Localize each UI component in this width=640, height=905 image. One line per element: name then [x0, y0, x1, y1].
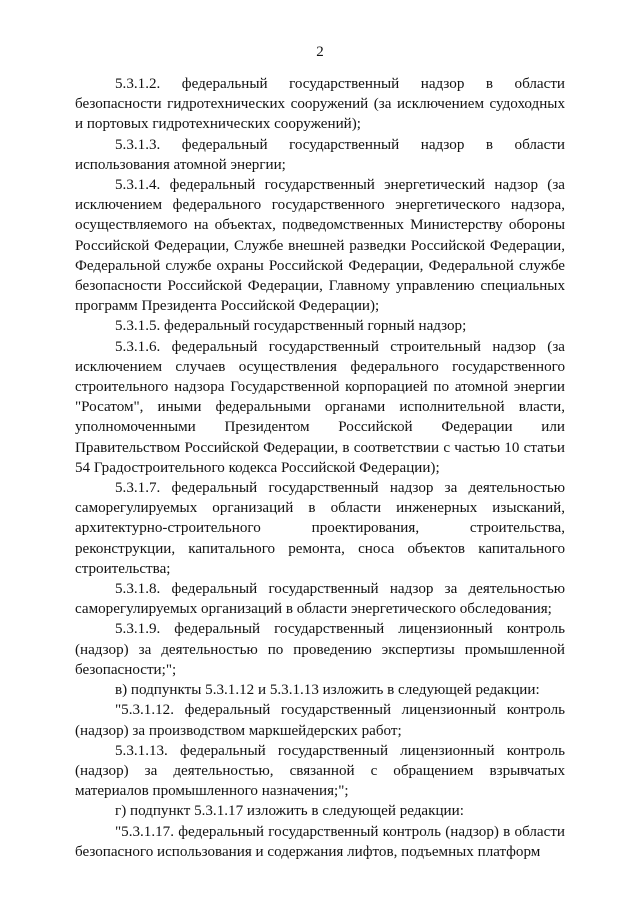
paragraph-5-3-1-9: 5.3.1.9. федеральный государственный лицензионный контроль (надзор) за деятельностью по проведению экспертизы промышленной безопасности;"; — [75, 621, 565, 678]
paragraph-subitem-g: г) подпункт 5.3.1.17 изложить в следующей редакции: — [115, 803, 464, 820]
paragraph-5-3-1-7: 5.3.1.7. федеральный государственный надзор за деятельностью саморегулируемых организаций в области инженерных изысканий, архитектурно-строительного проектирования, строительства, реконструкции, капитального ремонта, сноса объектов капитального строительства; — [75, 480, 565, 577]
paragraph-5-3-1-17: "5.3.1.17. федеральный государственный контроль (надзор) в области безопасного использования и содержания лифтов, подъемных платформ — [75, 823, 565, 860]
paragraph-5-3-1-5: 5.3.1.5. федеральный государственный горный надзор; — [115, 318, 467, 335]
page-number: 2 — [316, 44, 324, 60]
paragraph-5-3-1-6: 5.3.1.6. федеральный государственный строительный надзор (за исключением случаев осуществления федерального государственного строительного надзора Государственной корпорацией по атомной энергии "Росатом", иными федеральными органами исполнительной власти, уполномоченными Президентом Российской Федерации или Правительством Российской Федерации, в соответствии с частью 10 статьи 54 Градостроительного кодекса Российской Федерации); — [75, 338, 565, 476]
paragraph-5-3-1-2: 5.3.1.2. федеральный государственный надзор в области безопасности гидротехнических сооружений (за исключением судоходных и портовых гидротехнических сооружений); — [75, 76, 565, 133]
paragraph-5-3-1-13: 5.3.1.13. федеральный государственный лицензионный контроль (надзор) за деятельностью, связанной с обращением взрывчатых материалов промышленного назначения;"; — [75, 742, 565, 800]
document-body — [75, 74, 565, 862]
paragraph-5-3-1-4: 5.3.1.4. федеральный государственный энергетический надзор (за исключением федерального государственного энергетического надзора, осуществляемого на объектах, подведомственных Министерству обороны Российской Федерации, Службе внешней разведки Российской Федерации, Федеральной службе охраны Российской Федерации, Федеральной службе безопасности Российской Федерации, Главному управлению специальных программ Президента Российской Федерации); — [75, 177, 565, 315]
paragraph-5-3-1-12: "5.3.1.12. федеральный государственный лицензионный контроль (надзор) за производством маркшейдерских работ; — [75, 702, 565, 739]
paragraph-5-3-1-3: 5.3.1.3. федеральный государственный надзор в области использования атомной энергии; — [75, 136, 565, 173]
paragraph-subitem-v: в) подпункты 5.3.1.12 и 5.3.1.13 изложить в следующей редакции: — [115, 682, 540, 699]
paragraph-5-3-1-8: 5.3.1.8. федеральный государственный надзор за деятельностью саморегулируемых организаций в области энергетического обследования; — [75, 581, 565, 618]
